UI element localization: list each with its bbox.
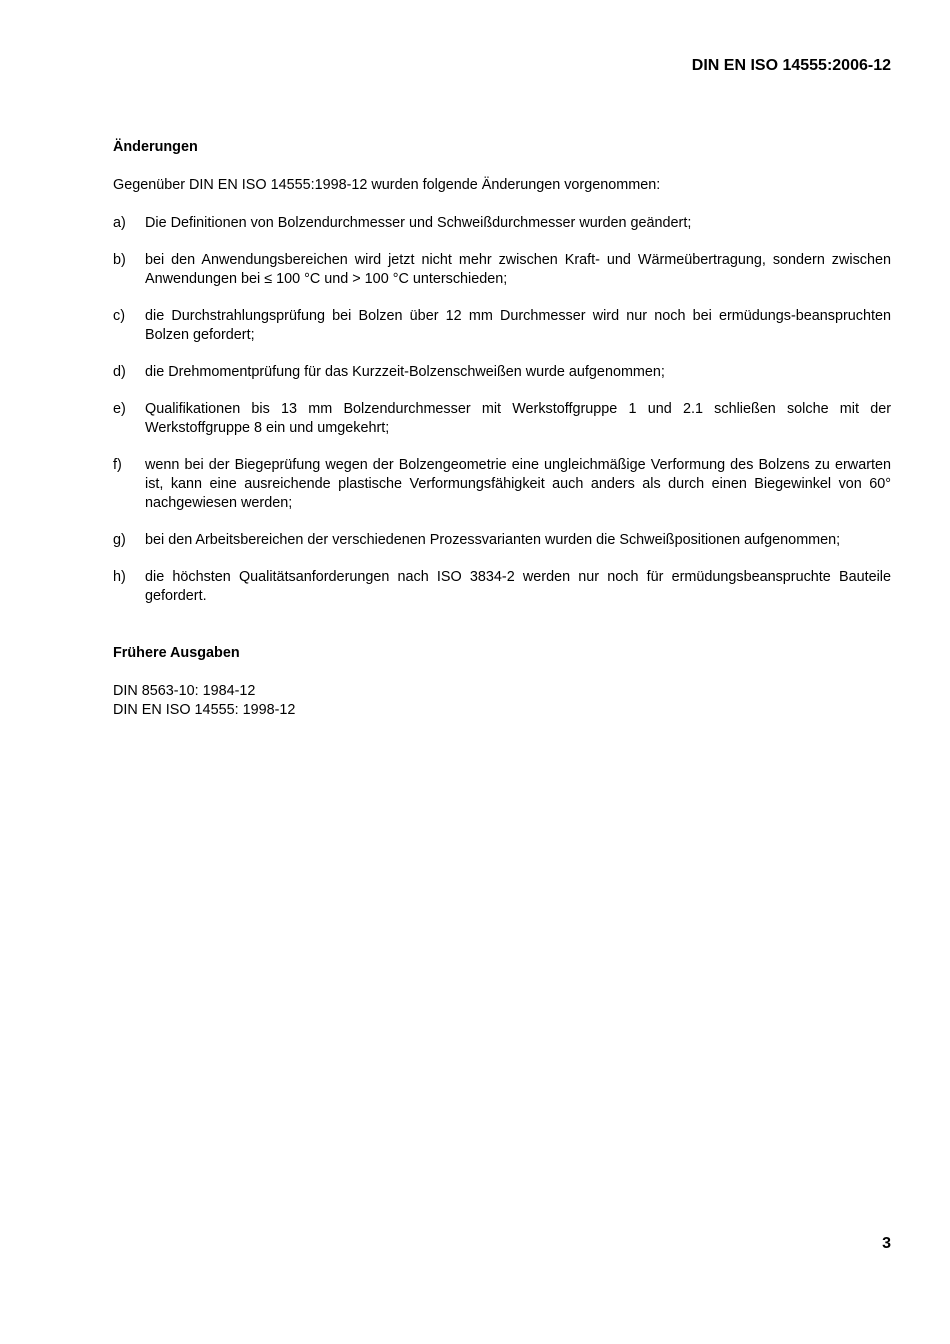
section-spacer bbox=[113, 624, 891, 644]
edition-entry: DIN EN ISO 14555: 1998-12 bbox=[113, 702, 296, 718]
changes-list bbox=[113, 214, 891, 606]
list-item bbox=[113, 214, 891, 233]
list-item-text: die höchsten Qualitätsanforderungen nach ISO 3834-2 werden nur noch für ermüdungsbeanspruchte Bauteile gefordert. bbox=[145, 569, 891, 604]
list-item bbox=[113, 531, 891, 550]
changes-intro: Gegenüber DIN EN ISO 14555:1998-12 wurden folgende Änderungen vorgenommen: bbox=[113, 177, 661, 193]
list-item bbox=[113, 568, 891, 606]
list-item-label: a) bbox=[113, 215, 126, 231]
list-item-label: g) bbox=[113, 532, 126, 548]
list-item-label: d) bbox=[113, 364, 126, 380]
changes-heading: Änderungen bbox=[113, 139, 198, 155]
list-item-text: die Durchstrahlungsprüfung bei Bolzen über 12 mm Durchmesser wird nur noch bei ermüdungs-beanspruchten Bolzen gefordert; bbox=[145, 308, 891, 343]
list-item-label: c) bbox=[113, 308, 125, 324]
list-item bbox=[113, 400, 891, 438]
list-item bbox=[113, 307, 891, 345]
list-item-label: b) bbox=[113, 252, 126, 268]
page-content bbox=[113, 138, 891, 720]
list-item-text: bei den Arbeitsbereichen der verschiedenen Prozessvarianten wurden die Schweißpositionen aufgenommen; bbox=[145, 532, 841, 548]
list-item-text: bei den Anwendungsbereichen wird jetzt nicht mehr zwischen Kraft- und Wärmeübertragung, sondern zwischen Anwendungen bei ≤ 100 °C und > 100 °C unterschieden; bbox=[145, 252, 891, 287]
list-item-text: die Drehmomentprüfung für das Kurzzeit-Bolzenschweißen wurde aufgenommen; bbox=[145, 364, 665, 380]
previous-editions-heading: Frühere Ausgaben bbox=[113, 645, 240, 661]
edition-entry: DIN 8563-10: 1984-12 bbox=[113, 683, 256, 699]
document-id-header: DIN EN ISO 14555:2006-12 bbox=[691, 57, 891, 74]
list-item-text: Qualifikationen bis 13 mm Bolzendurchmesser mit Werkstoffgruppe 1 und 2.1 schließen solche mit der Werkstoffgruppe 8 ein und umgekehrt; bbox=[145, 401, 891, 436]
list-item bbox=[113, 363, 891, 382]
list-item bbox=[113, 251, 891, 289]
list-item bbox=[113, 456, 891, 513]
list-item-label: f) bbox=[113, 457, 122, 473]
previous-editions-list bbox=[113, 682, 891, 720]
list-item-text: Die Definitionen von Bolzendurchmesser und Schweißdurchmesser wurden geändert; bbox=[145, 215, 692, 231]
list-item-label: h) bbox=[113, 569, 126, 585]
page-number: 3 bbox=[882, 1235, 891, 1252]
list-item-label: e) bbox=[113, 401, 126, 417]
list-item-text: wenn bei der Biegeprüfung wegen der Bolzengeometrie eine ungleichmäßige Verformung des Bolzens zu erwarten ist, kann eine ausreichende plastische Verformungsfähigkeit auch anders als durch einen Biegewinkel von 60° nachgewiesen werden; bbox=[145, 457, 891, 511]
